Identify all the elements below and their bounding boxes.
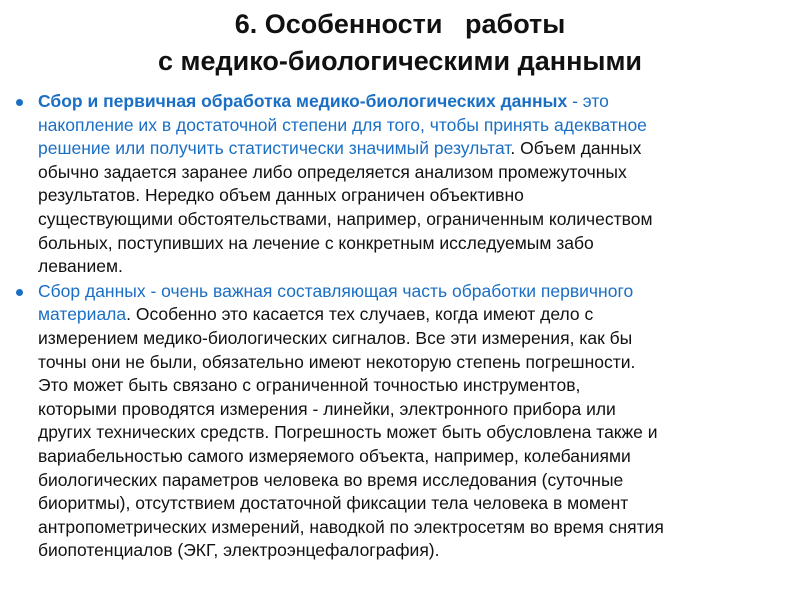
text-line: биопотенциалов (ЭКГ, электроэнцефалография). [38, 540, 440, 561]
text-line: существующими обстоятельствами, например, ограниченным количеством [38, 208, 653, 229]
text-segment: - это [567, 91, 609, 111]
text-line: леванием. [38, 256, 123, 277]
text-segment: материала [38, 304, 127, 325]
slide-title [0, 6, 800, 80]
text-line: измерением медико-биологических сигналов. Все эти измерения, как бы [38, 327, 633, 348]
text-line: обычно задается заранее либо определяется анализом промежуточных [38, 161, 627, 182]
text-line [38, 137, 794, 161]
bullet-dot-icon [16, 289, 23, 296]
text-line: результатов. Нередко объем данных ограничен объективно [38, 185, 524, 206]
text-line: которыми проводятся измерения - линейки, электронного прибора или [38, 398, 616, 419]
text-segment: . Объем данных [510, 138, 642, 159]
text-line: антропометрических измерений, наводкой по электросетям во время снятия [38, 516, 664, 537]
bullet-list [12, 90, 794, 564]
bold-term: Сбор и первичная обработка медико-биологических данных [38, 91, 568, 111]
title-line-2: с медико-биологическими данными [157, 46, 643, 76]
text-line: Это может быть связано с ограниченной точностью инструментов, [38, 375, 581, 396]
bullet-dot-icon [16, 99, 23, 106]
text-segment: решение или получить статистически значимый результат [38, 138, 511, 159]
text-line: больных, поступивших на лечение с конкретным исследуемым забо [38, 232, 594, 253]
text-line: точны они не были, обязательно имеют некоторую степень погрешности. [38, 351, 636, 372]
text-line: биологических параметров человека во время исследования (суточные [38, 469, 624, 490]
text-line [38, 303, 794, 327]
text-line: вариабельностью самого измеряемого объекта, например, колебаниями [38, 445, 631, 466]
text-segment: . Особенно это касается тех случаев, когда имеют дело с [126, 304, 594, 325]
text-line: биоритмы), отсутствием достаточной фиксации тела человека в момент [38, 493, 629, 514]
text-line: накопление их в достаточной степени для того, чтобы принять адекватное [38, 114, 647, 135]
text-line [38, 90, 794, 114]
bullet-item-collection-processing [12, 90, 794, 279]
text-line: других технических средств. Погрешность может быть обусловлена также и [38, 422, 658, 443]
text-line: Сбор данных - очень важная составляющая часть обработки первичного [38, 280, 634, 301]
bullet-item-data-collection [12, 280, 794, 563]
title-line-1: 6. Особенности работы [234, 9, 566, 39]
